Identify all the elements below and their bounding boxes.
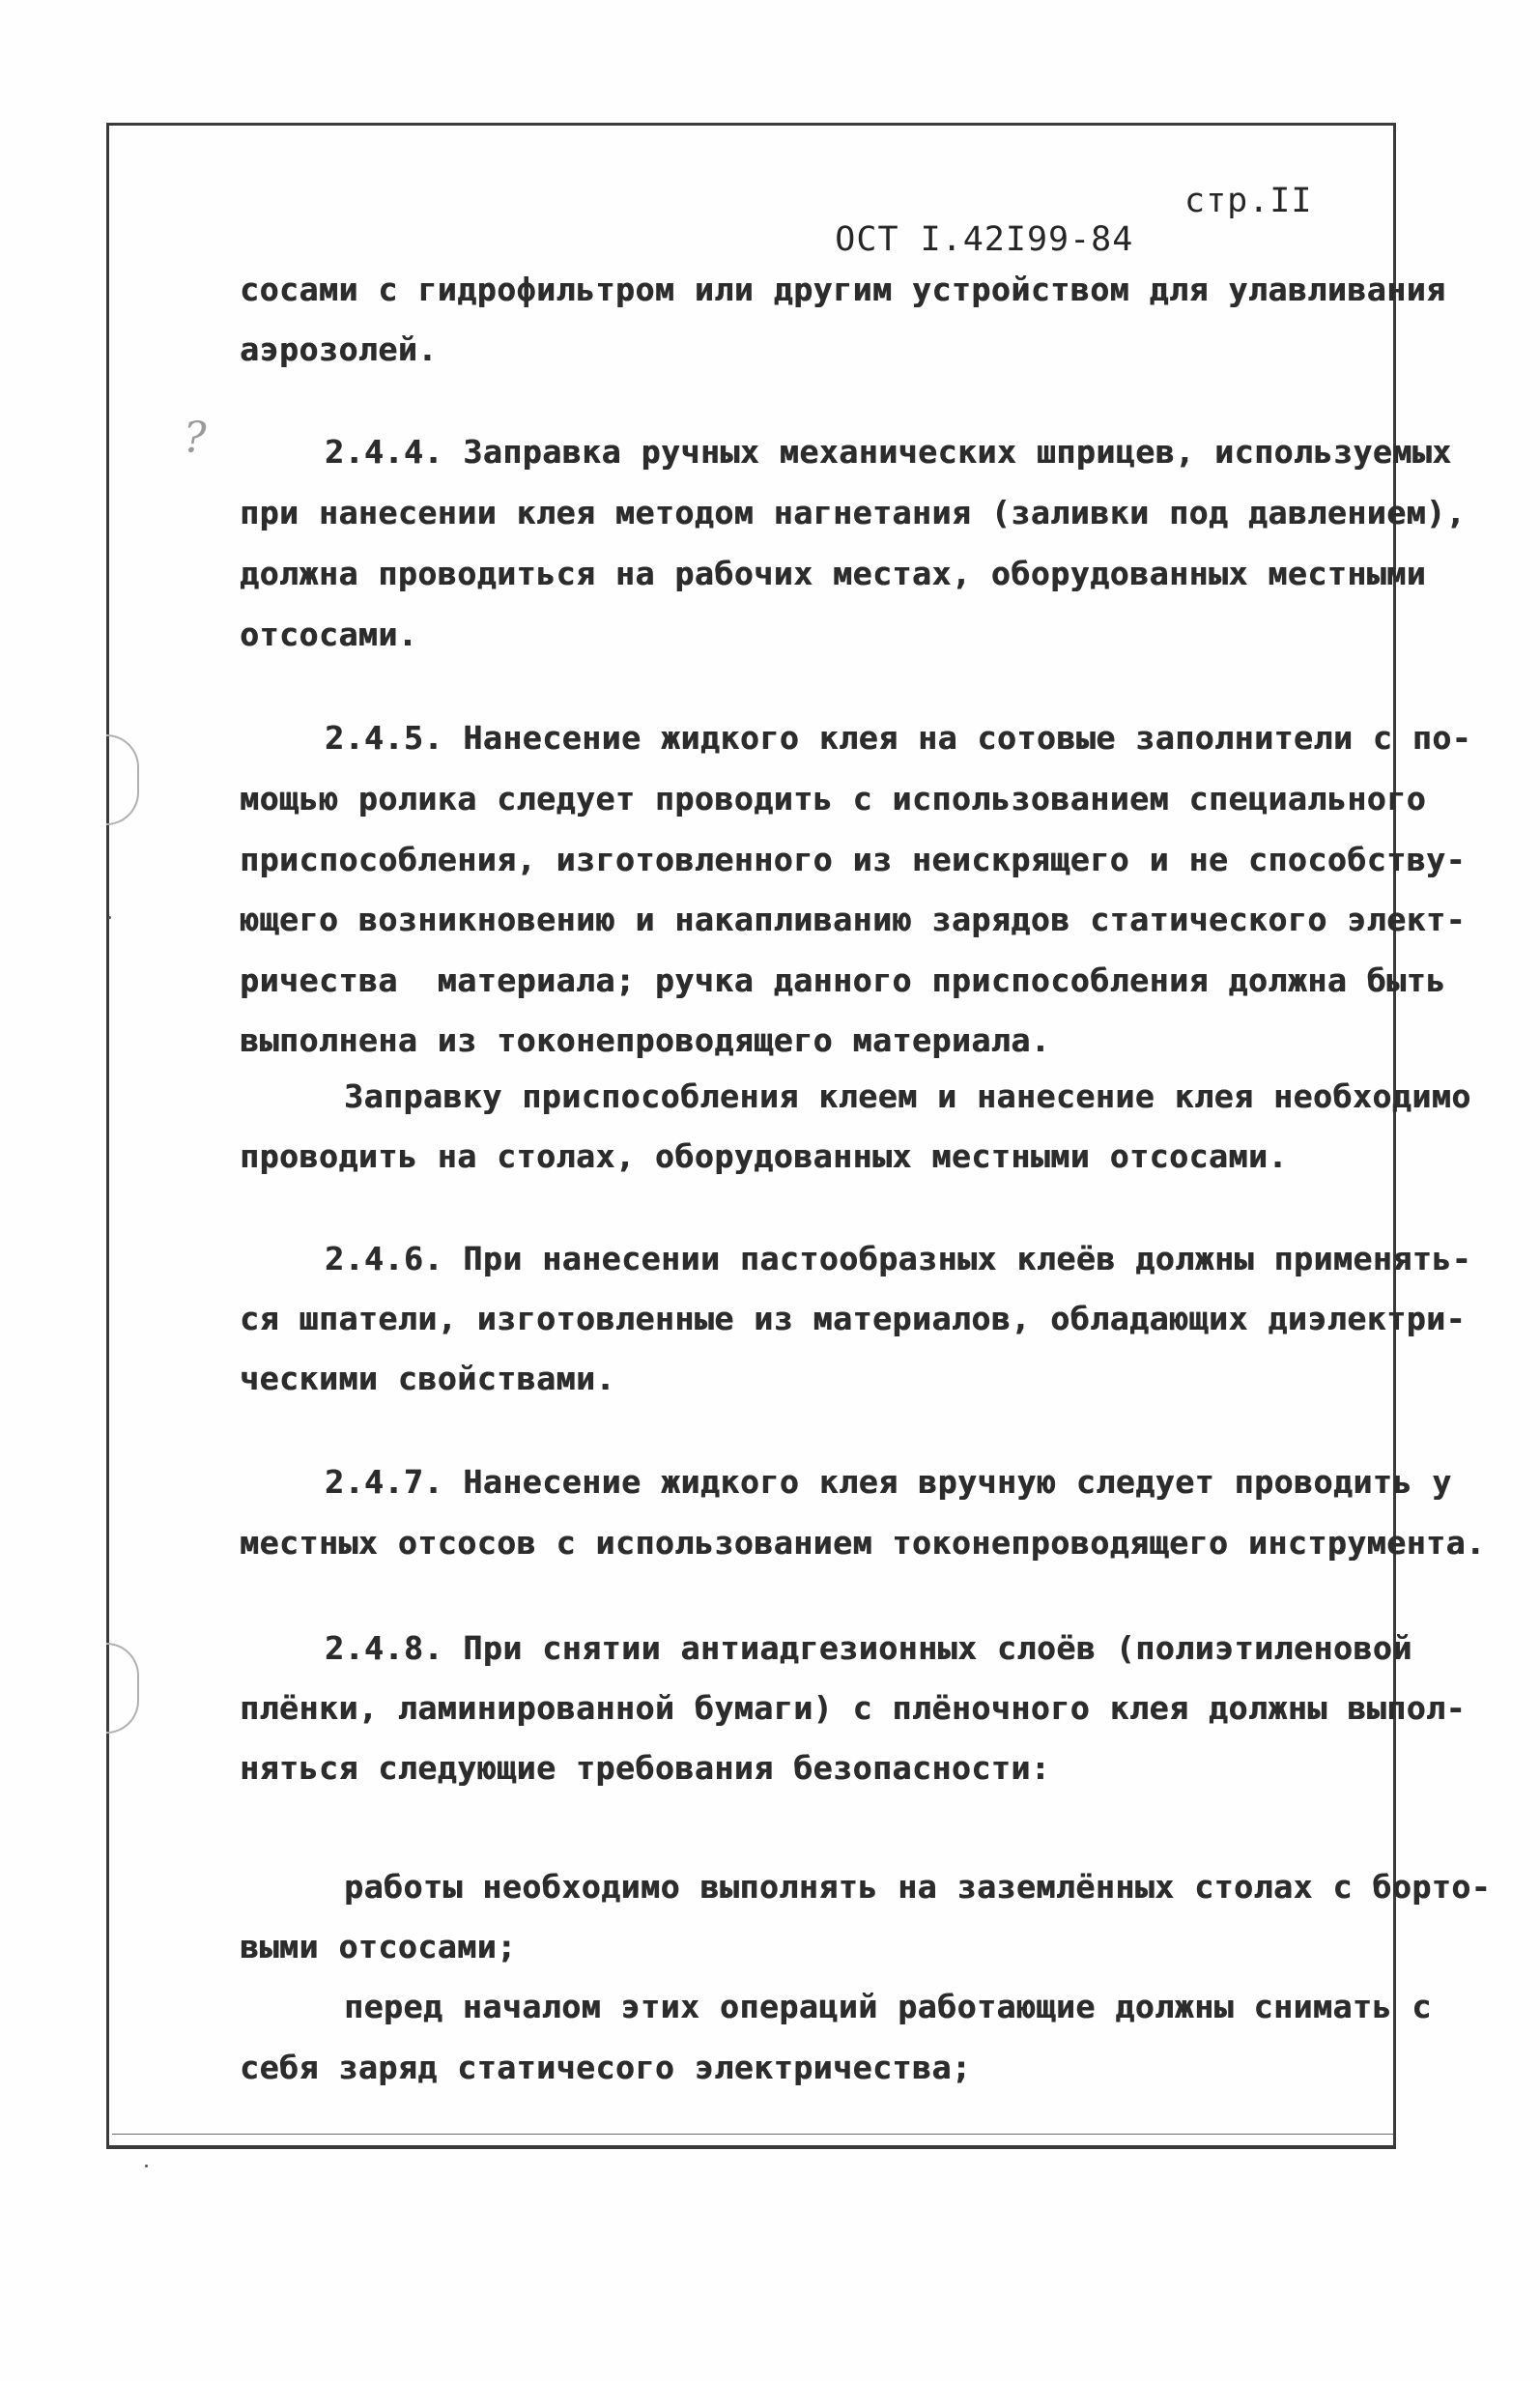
text-line: мощью ролика следует проводить с использованием специального [240,780,1427,818]
page-header [750,182,1313,336]
text-line: ричества материала; ручка данного приспособления должна быть [240,961,1446,999]
ink-speck [108,916,111,919]
page-number: стр.II [1184,182,1313,220]
text-line: себя заряд статичесого электричества; [240,2049,972,2086]
text-line: Заправку приспособления клеем и нанесение клея необходимо [344,1077,1471,1115]
text-line: перед началом этих операций работающие должны снимать с [344,1988,1432,2025]
text-line: выполнена из токонепроводящего материала. [240,1021,1051,1059]
text-line: должна проводиться на рабочих местах, оборудованных местными [240,555,1427,592]
text-line: 2.4.6. При нанесении пастообразных клеёв должны применять- [325,1240,1472,1277]
text-line: работы необходимо выполнять на заземлённых столах с борто- [344,1868,1492,1906]
text-line: няться следующие требования безопасности: [240,1749,1051,1787]
text-line: 2.4.8. При снятии антиадгезионных слоёв (полиэтиленовой [325,1629,1412,1667]
text-line: выми отсосами; [240,1928,517,1965]
text-line: при нанесении клея методом нагнетания (заливки под давлением), [240,494,1466,531]
text-line: ческими свойствами. [240,1360,615,1397]
text-line: 2.4.7. Нанесение жидкого клея вручную следует проводить у [325,1463,1452,1501]
text-line: 2.4.4. Заправка ручных механических шприцев, используемых [325,433,1452,471]
text-line: ся шпатели, изготовленные из материалов, обладающих диэлектри- [240,1300,1466,1337]
text-line: местных отсосов с использованием токонепроводящего инструмента. [240,1524,1486,1562]
text-line: отсосами. [240,616,418,653]
text-line: ющего возникновению и накапливанию зарядов статического элект- [240,901,1466,938]
margin-question-mark: ? [184,414,207,463]
text-line: 2.4.5. Нанесение жидкого клея на сотовые заполнители с по- [325,719,1472,757]
document-code: ОСТ I.42I99-84 [835,220,1134,259]
text-line: аэрозолей. [240,330,438,368]
text-line: приспособления, изготовленного из неискрящего и не способству- [240,841,1466,878]
page-frame [106,123,1396,2149]
ink-speck [145,2165,148,2167]
text-line: плёнки, ламинированной бумаги) с плёночного клея должны выпол- [240,1689,1466,1727]
frame-bottom-rule [112,2134,1393,2135]
text-line: сосами с гидрофильтром или другим устройством для улавливания [240,271,1446,308]
text-line: проводить на столах, оборудованных местными отсосами. [240,1137,1288,1175]
